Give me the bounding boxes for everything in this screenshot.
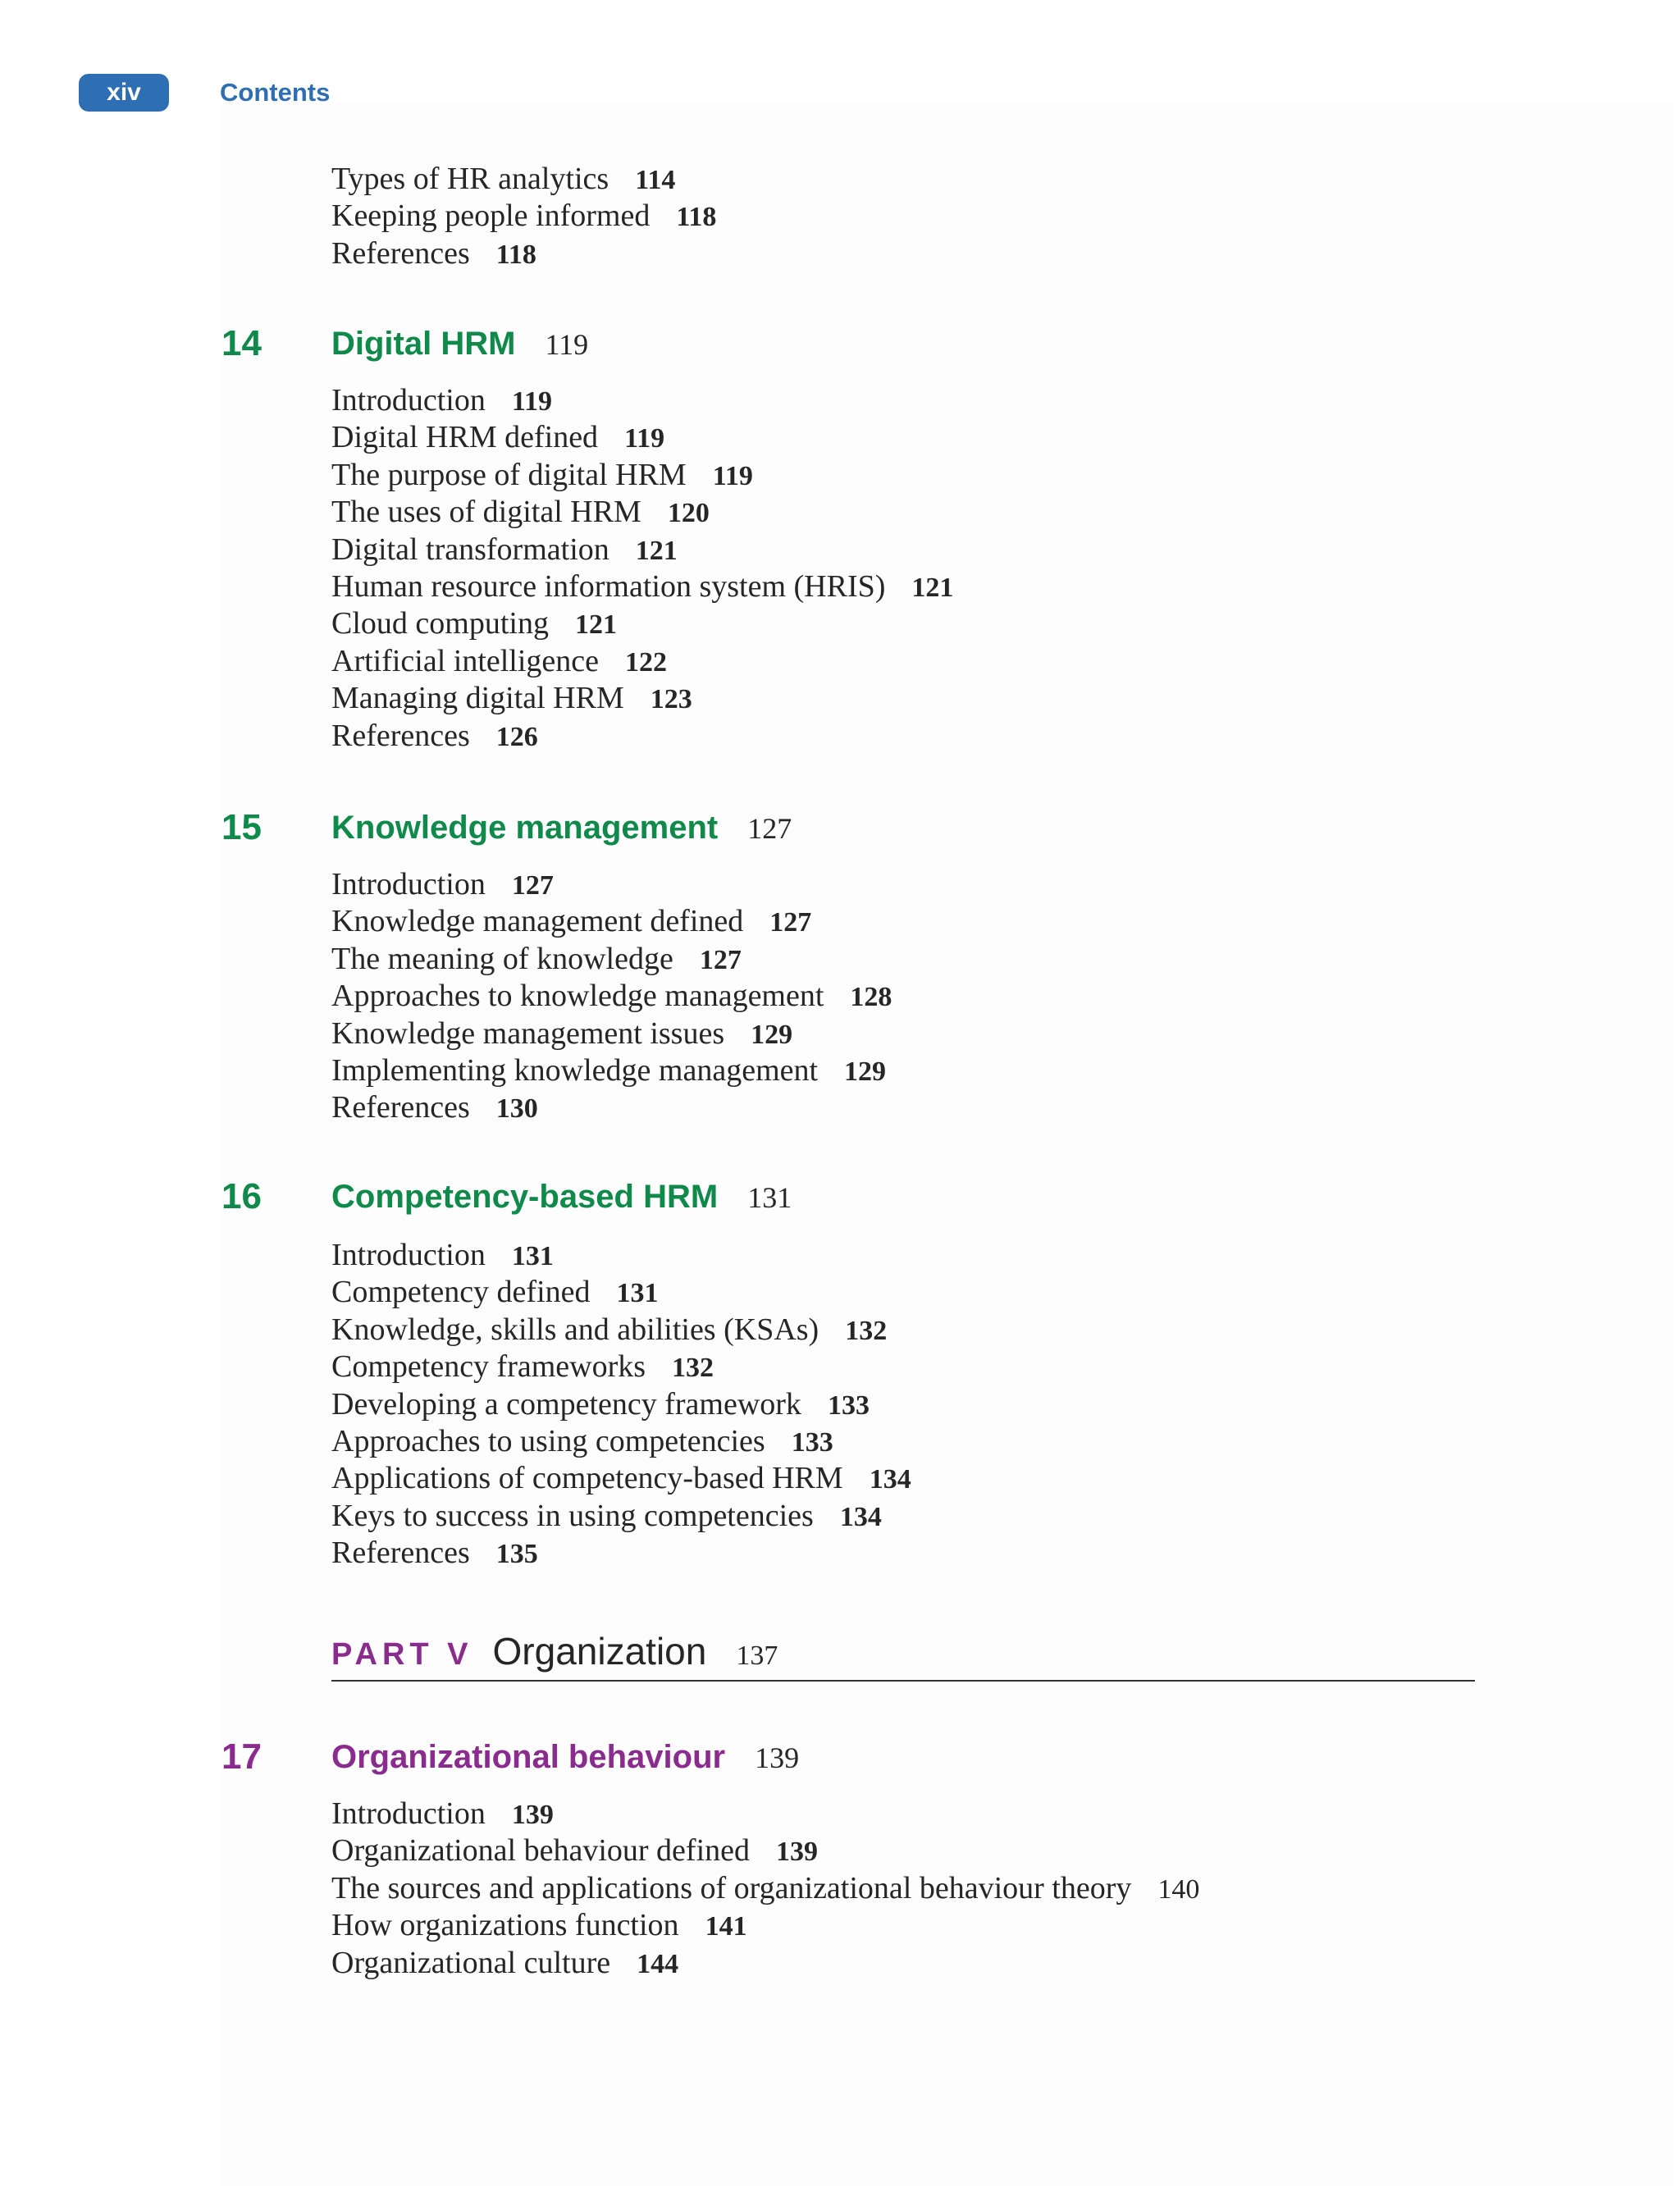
toc-entry[interactable] bbox=[331, 1870, 1199, 1907]
toc-entry[interactable] bbox=[331, 1274, 911, 1311]
toc-entry[interactable] bbox=[331, 1386, 911, 1423]
toc-entry[interactable] bbox=[331, 457, 953, 494]
toc-entry-list bbox=[331, 161, 716, 272]
toc-entry[interactable] bbox=[331, 1237, 911, 1274]
entry-page: 126 bbox=[495, 721, 538, 752]
entry-title: Artificial intelligence bbox=[331, 643, 600, 678]
entry-title: Approaches to using competencies bbox=[331, 1423, 765, 1458]
entry-page: 135 bbox=[495, 1539, 538, 1570]
running-head: Contents bbox=[220, 78, 331, 107]
chapter-heading[interactable] bbox=[0, 805, 1680, 851]
entry-title: Organizational culture bbox=[331, 1945, 611, 1980]
entry-page: 141 bbox=[705, 1911, 747, 1942]
toc-entry-list bbox=[331, 382, 953, 755]
entry-title: Introduction bbox=[331, 383, 486, 418]
entry-title: Introduction bbox=[331, 1238, 486, 1272]
entry-title: How organizations function bbox=[331, 1908, 679, 1943]
entry-page: 118 bbox=[495, 239, 536, 270]
toc-entry[interactable] bbox=[331, 978, 892, 1015]
chapter-title-text: Digital HRM bbox=[331, 325, 516, 362]
entry-page: 131 bbox=[616, 1278, 659, 1309]
entry-title: Organizational behaviour defined bbox=[331, 1833, 750, 1869]
entry-page: 140 bbox=[1157, 1873, 1200, 1905]
part-heading[interactable] bbox=[331, 1629, 1475, 1682]
entry-title: Keeping people informed bbox=[331, 199, 651, 234]
entry-page: 127 bbox=[699, 944, 742, 975]
entry-page: 121 bbox=[574, 609, 617, 641]
toc-entry[interactable] bbox=[331, 1832, 1199, 1869]
entry-title: Types of HR analytics bbox=[331, 162, 609, 196]
entry-page: 129 bbox=[751, 1019, 793, 1050]
toc-entry-list bbox=[331, 866, 892, 1127]
toc-entry[interactable] bbox=[331, 1312, 911, 1349]
entry-page: 132 bbox=[845, 1315, 888, 1346]
entry-title: The uses of digital HRM bbox=[331, 495, 641, 530]
entry-page: 134 bbox=[869, 1464, 911, 1495]
entry-title: Keys to success in using competencies bbox=[331, 1498, 814, 1533]
entry-title: Digital transformation bbox=[331, 532, 609, 567]
toc-entry[interactable] bbox=[331, 568, 953, 605]
toc-entry[interactable] bbox=[331, 235, 716, 272]
chapter-number: 14 bbox=[221, 323, 262, 363]
entry-page: 119 bbox=[624, 423, 665, 454]
toc-entry[interactable] bbox=[331, 198, 716, 235]
toc-entry[interactable] bbox=[331, 1460, 911, 1497]
toc-entry[interactable] bbox=[331, 1349, 911, 1385]
entry-title: References bbox=[331, 235, 470, 271]
entry-title: Competency frameworks bbox=[331, 1349, 646, 1385]
toc-entry[interactable] bbox=[331, 1089, 892, 1126]
entry-title: Implementing knowledge management bbox=[331, 1052, 819, 1088]
chapter-title bbox=[331, 326, 588, 363]
toc-entry[interactable] bbox=[331, 494, 953, 531]
toc-entry[interactable] bbox=[331, 941, 892, 978]
entry-page: 114 bbox=[635, 165, 676, 195]
entry-page: 129 bbox=[844, 1056, 887, 1087]
entry-page: 123 bbox=[650, 684, 692, 715]
toc-entry[interactable] bbox=[331, 1015, 892, 1052]
entry-page: 131 bbox=[511, 1241, 554, 1271]
toc-entry[interactable] bbox=[331, 718, 953, 755]
entry-title: The purpose of digital HRM bbox=[331, 457, 687, 492]
part-page: 137 bbox=[736, 1641, 778, 1671]
toc-entry-list bbox=[331, 1796, 1199, 1982]
toc-entry[interactable] bbox=[331, 419, 953, 456]
chapter-number: 15 bbox=[221, 807, 262, 847]
entry-page: 139 bbox=[511, 1800, 554, 1830]
toc-entry[interactable] bbox=[331, 1535, 911, 1572]
toc-entry[interactable] bbox=[331, 161, 716, 198]
entry-page: 139 bbox=[776, 1837, 818, 1868]
page-number-badge: xiv bbox=[79, 74, 169, 112]
entry-page: 118 bbox=[676, 202, 717, 233]
chapter-number: 16 bbox=[221, 1176, 262, 1216]
toc-entry-list bbox=[331, 1237, 911, 1572]
entry-title: Approaches to knowledge management bbox=[331, 979, 824, 1014]
entry-title: Competency defined bbox=[331, 1275, 591, 1310]
entry-page: 127 bbox=[769, 907, 812, 938]
entry-title: References bbox=[331, 1536, 470, 1571]
chapter-title-text: Knowledge management bbox=[331, 809, 719, 846]
entry-page: 120 bbox=[667, 498, 710, 529]
entry-page: 128 bbox=[850, 982, 892, 1013]
entry-title: References bbox=[331, 718, 470, 753]
entry-page: 133 bbox=[791, 1426, 833, 1458]
part-label: PART V bbox=[331, 1637, 473, 1672]
entry-title: Digital HRM defined bbox=[331, 420, 599, 455]
entry-page: 144 bbox=[637, 1948, 679, 1979]
toc-entry[interactable] bbox=[331, 1907, 1199, 1944]
entry-title: Knowledge management defined bbox=[331, 904, 744, 939]
toc-entry[interactable] bbox=[331, 1052, 892, 1089]
chapter-page: 127 bbox=[747, 811, 792, 845]
entry-title: Human resource information system (HRIS) bbox=[331, 568, 886, 604]
entry-page: 119 bbox=[712, 460, 753, 491]
entry-title: Introduction bbox=[331, 867, 486, 901]
chapter-title bbox=[331, 1179, 792, 1216]
chapter-title-text: Competency-based HRM bbox=[331, 1178, 719, 1215]
toc-entry[interactable] bbox=[331, 532, 953, 568]
toc-entry[interactable] bbox=[331, 1945, 1199, 1982]
toc-entry[interactable] bbox=[331, 382, 953, 419]
entry-page: 133 bbox=[827, 1390, 870, 1421]
entry-page: 119 bbox=[511, 386, 552, 417]
toc-entry[interactable] bbox=[331, 866, 892, 903]
entry-page: 130 bbox=[495, 1093, 538, 1125]
toc-entry[interactable] bbox=[331, 1423, 911, 1460]
chapter-number: 17 bbox=[221, 1736, 262, 1777]
entry-title: Knowledge management issues bbox=[331, 1015, 725, 1051]
entry-title: The sources and applications of organizational behaviour theory bbox=[331, 1870, 1132, 1905]
entry-page: 134 bbox=[839, 1501, 882, 1532]
entry-title: Introduction bbox=[331, 1796, 486, 1831]
chapter-heading[interactable] bbox=[0, 321, 1680, 367]
entry-title: References bbox=[331, 1090, 470, 1125]
chapter-page: 119 bbox=[545, 327, 589, 361]
chapter-title bbox=[331, 1739, 799, 1776]
toc-entry[interactable] bbox=[331, 903, 892, 940]
entry-page: 121 bbox=[911, 572, 954, 603]
entry-page: 127 bbox=[511, 870, 554, 901]
chapter-page: 139 bbox=[755, 1741, 800, 1774]
entry-title: Knowledge, skills and abilities (KSAs) bbox=[331, 1312, 819, 1347]
chapter-heading[interactable] bbox=[0, 1174, 1680, 1220]
toc-entry[interactable] bbox=[331, 605, 953, 642]
toc-entry[interactable] bbox=[331, 680, 953, 717]
part-name: Organization bbox=[492, 1630, 707, 1673]
toc-entry[interactable] bbox=[331, 1796, 1199, 1832]
entry-page: 132 bbox=[672, 1353, 714, 1384]
entry-title: Developing a competency framework bbox=[331, 1386, 801, 1422]
chapter-title-text: Organizational behaviour bbox=[331, 1738, 726, 1775]
chapter-page: 131 bbox=[747, 1180, 792, 1214]
entry-title: Managing digital HRM bbox=[331, 681, 624, 716]
entry-page: 121 bbox=[635, 535, 678, 566]
toc-entry[interactable] bbox=[331, 1498, 911, 1535]
entry-title: Cloud computing bbox=[331, 606, 549, 641]
entry-title: The meaning of knowledge bbox=[331, 941, 673, 976]
toc-entry[interactable] bbox=[331, 643, 953, 680]
entry-title: Applications of competency-based HRM bbox=[331, 1461, 843, 1496]
entry-page: 122 bbox=[625, 646, 668, 678]
chapter-title bbox=[331, 810, 792, 847]
chapter-heading[interactable] bbox=[0, 1734, 1680, 1780]
